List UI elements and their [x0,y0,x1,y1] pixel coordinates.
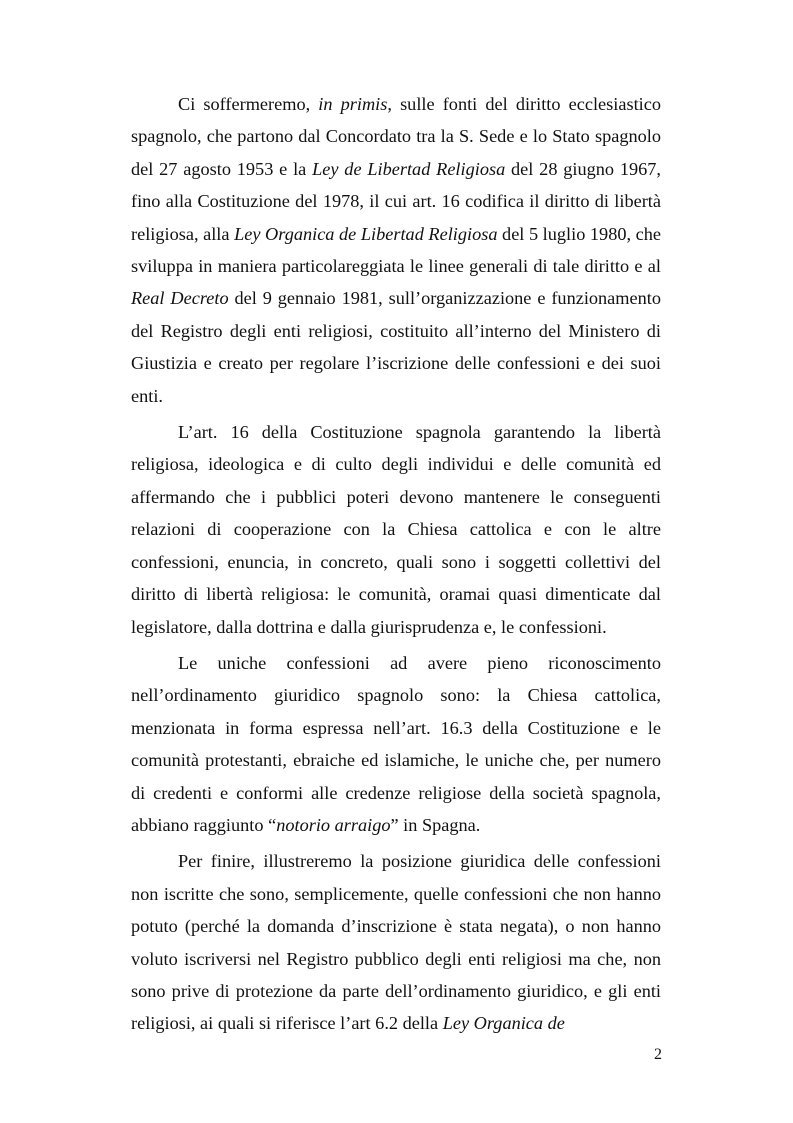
text-run: L’art. 16 della Costituzione spagnola garantendo la libertà religiosa, ideologica e di culto degli individui e delle comunità ed affermando che i pubblici poteri devono mantenere le conseguenti relazioni di cooperazione con la Chiesa cattolica e con le altre confessioni, enuncia, in concreto, quali sono i soggetti collettivi del diritto di libertà religiosa: le comunità, oramai quasi dimenticate dal legislatore, dalla dottrina e dalla giurisprudenza e, le confessioni. [131,422,661,637]
text-run: del 28 giugno 1967, fino alla Costituzione del 1978, il cui art. 16 codifica il diritto di libertà religiosa, alla [131,158,661,244]
text-run: del 9 gennaio 1981, sull’organizzazione e funzionamento del Registro degli enti religiosi, costituito all’interno del Ministero di Giustizia e creato per regolare l’iscrizione delle confessioni e dei suoi enti. [131,288,661,406]
text-run: ” in Spagna. [390,814,481,835]
italic-text: in primis [318,94,388,114]
italic-text: Ley de Libertad Religiosa [312,158,506,179]
paragraph-2 [131,416,661,643]
text-run: Per finire, illustreremo la posizione giuridica delle confessioni non iscritte che sono, semplicemente, quelle confessioni che non hanno potuto (perché la domanda d’inscrizione è stata negata), o non hanno voluto iscriversi nel Registro pubblico degli enti religiosi ma che, non sono prive di protezione da parte dell’ordinamento giuridico, e gli enti religiosi, ai quali si riferisce l’art 6.2 della [131,851,661,1034]
italic-text: notorio arraigo [276,814,391,835]
italic-text: Ley Organica de [442,1013,565,1034]
paragraph-1 [131,88,661,412]
text-run: Le uniche confessioni ad avere pieno riconoscimento nell’ordinamento giuridico spagnolo sono: la Chiesa cattolica, menzionata in forma espressa nell’art. 16.3 della Costituzione e le comunità protestanti, ebraiche ed islamiche, le uniche che, per numero di credenti e conformi alle credenze religiose della società spagnola, abbiano raggiunto “ [131,652,661,835]
italic-text: Ley Organica de Libertad Religiosa [234,223,498,244]
text-run: del 5 luglio 1980, che sviluppa in maniera particolareggiata le linee generali di tale diritto e al [131,223,661,277]
text-run: Ci soffermeremo, [178,94,319,114]
paragraph-4 [131,845,661,1039]
document-page-body [131,88,661,1044]
page-number: 2 [654,1046,662,1063]
paragraph-3 [131,647,661,841]
italic-text: Real Decreto [131,288,229,309]
text-run: , sulle fonti del diritto ecclesiastico spagnolo, che partono dal Concordato tra la S. Sede e lo Stato spagnolo del 27 agosto 1953 e la [131,94,661,179]
